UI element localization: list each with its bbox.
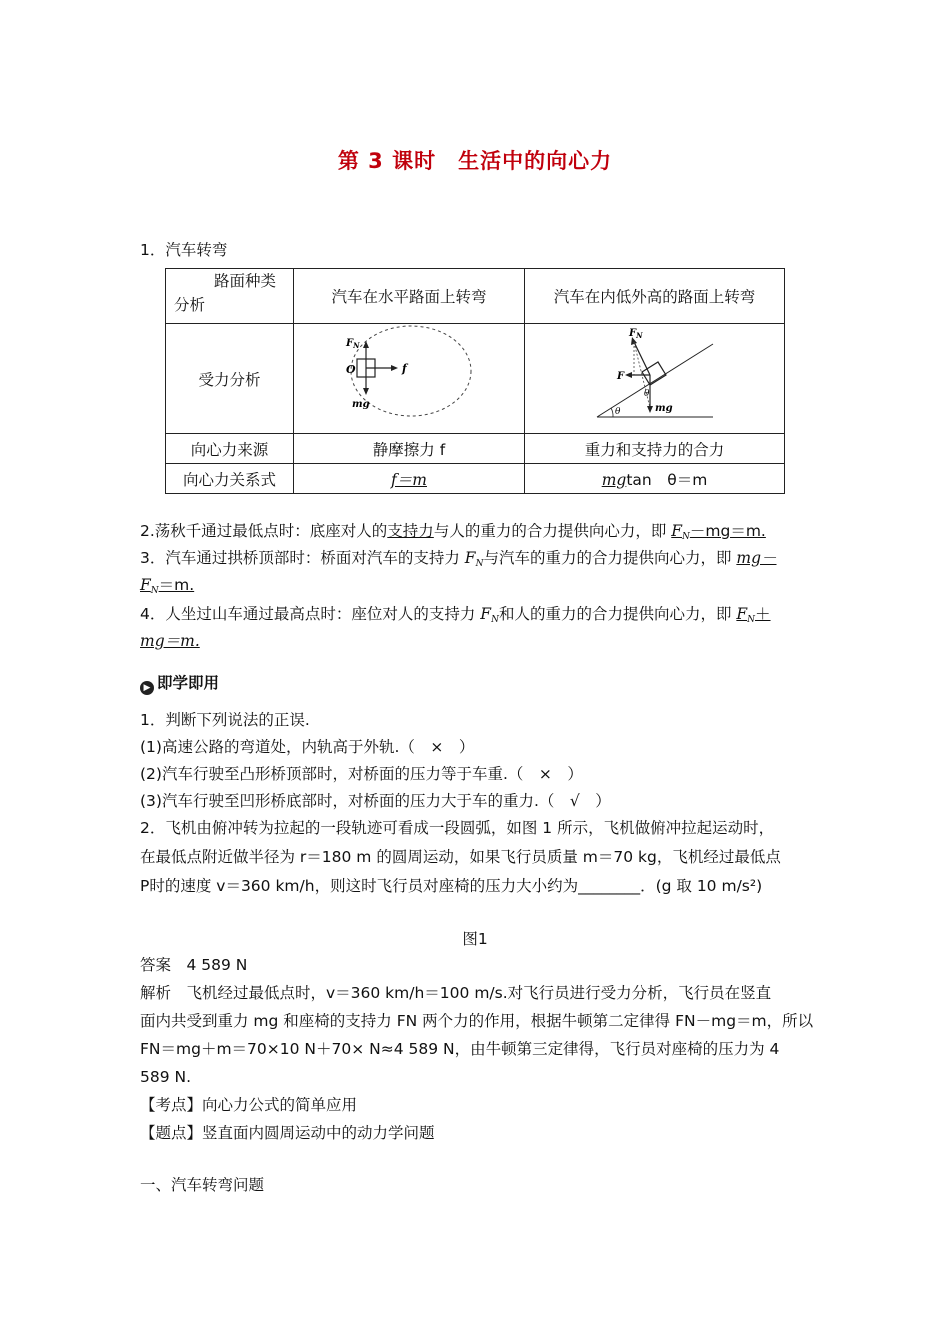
q2-line-3: P时的速度 v＝360 km/h，则这时飞行员对座椅的压力大小约为________．(g 取 10 m/s²)	[140, 877, 763, 895]
slope-angle-arc	[611, 408, 613, 417]
point-2	[140, 521, 766, 547]
answer: 答案 4 589 N	[140, 956, 248, 974]
point-3-line2	[140, 575, 194, 601]
row-label-relation: 向心力关系式	[166, 464, 294, 494]
net-force-label: F	[617, 371, 625, 382]
theta-label-inner: θ	[644, 389, 650, 399]
p4-formula-b: mg＝m.	[140, 632, 200, 650]
gravity-banked-head	[647, 406, 653, 413]
p3-fn2-sub: N	[150, 586, 159, 596]
kaodian: 【考点】向心力公式的简单应用	[140, 1096, 358, 1114]
friction-label: f	[402, 362, 407, 375]
analysis-line-1: 解析 飞机经过最低点时，v＝360 km/h＝100 m/s.对飞行员进行受力分析，飞行员在竖直	[140, 984, 772, 1002]
section-one-heading: 一、汽车转弯问题	[140, 1176, 265, 1194]
relation-banked-mg: mg	[601, 470, 627, 489]
p4-formula-a: ＋	[755, 605, 771, 623]
q1-statement-3: (3)汽车行驶至凹形桥底部时，对桥面的压力大于车的重力.（ √ ）	[140, 792, 611, 810]
flat-road-force-diagram	[294, 324, 524, 429]
fn-label-banked: F	[629, 328, 637, 339]
flat-road-diagram-cell	[294, 324, 525, 434]
p4-fn2: F	[736, 605, 748, 623]
figure-label: 图1	[462, 930, 488, 948]
p2-text-a: 2.荡秋千通过最低点时：底座对人的	[140, 522, 388, 540]
table-row-relation	[166, 464, 785, 494]
table-diagonal-header	[166, 269, 294, 324]
fn-sub-label: N	[353, 341, 360, 350]
p2-fn-sub: N	[682, 532, 690, 542]
row-label-source: 向心力来源	[166, 434, 294, 464]
row-label-force-analysis: 受力分析	[166, 324, 294, 434]
p3-text-a: 3．汽车通过拱桥顶部时：桥面对汽车的支持力	[140, 549, 465, 567]
center-o-label: O	[346, 363, 356, 376]
p4-fn-sub: N	[491, 615, 499, 625]
p2-text-b: 与人的重力的合力提供向心力，即	[433, 522, 672, 540]
p3-fn2: F	[140, 576, 151, 594]
banked-road-force-diagram	[525, 324, 784, 429]
svg-text:FN	[628, 328, 643, 340]
table-row-force	[166, 324, 785, 434]
friction-arrowhead	[391, 365, 398, 371]
p2-formula: －mg＝m.	[689, 522, 766, 540]
play-icon: ▶	[140, 681, 154, 695]
header-analysis: 分析	[174, 296, 206, 314]
q1-stem: 1．判断下列说法的正误.	[140, 711, 310, 729]
q1-statement-2: (2)汽车行驶至凸形桥顶部时，对桥面的压力等于车重.（ × ）	[140, 765, 583, 783]
p4-text-b: 和人的重力的合力提供向心力，即	[498, 605, 737, 623]
mg-label-banked: mg	[655, 403, 673, 414]
relation-flat-cell	[294, 464, 525, 494]
fn-label: F	[346, 338, 354, 349]
practice-heading-text: 即学即用	[157, 674, 220, 692]
p2-underlined: 支持力	[387, 522, 434, 540]
p4-fn2-sub: N	[747, 615, 756, 625]
analysis-line-4: 589 N.	[140, 1068, 192, 1086]
source-banked: 重力和支持力的合力	[525, 434, 785, 464]
section-heading-car-turning: 1．汽车转弯	[140, 241, 228, 259]
p2-fn: F	[671, 522, 683, 540]
p3-fn: F	[464, 549, 476, 567]
q1-statement-1: (1)高速公路的弯道处，内轨高于外轨.（ × ）	[140, 738, 475, 756]
p3-text-b: 与汽车的重力的合力提供向心力，即	[483, 549, 737, 567]
p3-fn-sub: N	[475, 559, 484, 569]
header-road-type: 路面种类	[214, 272, 277, 290]
point-3-line1	[140, 548, 777, 574]
svg-text:FN	[345, 338, 360, 350]
point-4-line2	[140, 631, 200, 651]
tidian: 【题点】竖直面内圆周运动中的动力学问题	[140, 1124, 435, 1142]
normal-force-arrowhead	[363, 341, 369, 348]
point-4-line1	[140, 604, 771, 630]
net-force-arrowhead	[625, 372, 632, 378]
header-banked-road: 汽车在内低外高的路面上转弯	[525, 269, 785, 324]
p4-fn: F	[480, 605, 492, 623]
gravity-arrowhead	[363, 388, 369, 395]
relation-flat: f＝m	[391, 470, 427, 489]
source-flat: 静摩擦力 f	[294, 434, 525, 464]
relation-banked-cell	[525, 464, 785, 494]
normal-force-banked	[634, 342, 650, 375]
table-header-row	[166, 269, 785, 324]
q2-line-2: 在最低点附近做半径为 r＝180 m 的圆周运动，如果飞行员质量 m＝70 kg，飞机经过最低点	[140, 848, 781, 866]
p4-text-a: 4．人坐过山车通过最高点时：座位对人的支持力	[140, 605, 481, 623]
relation-banked-rest: tan θ＝m	[626, 470, 708, 489]
banked-road-diagram-cell	[525, 324, 785, 434]
theta-label-slope: θ	[615, 407, 621, 417]
analysis-line-2: 面内共受到重力 mg 和座椅的支持力 FN 两个力的作用，根据牛顿第二定律得 FN－mg＝m，所以	[140, 1012, 814, 1030]
p3-formula-b: ＝m.	[158, 576, 195, 594]
fn-sub-label-banked: N	[636, 331, 643, 340]
p3-formula-a: mg－	[736, 549, 777, 567]
table-row-source	[166, 434, 785, 464]
page-title: 第 3 课时 生活中的向心力	[337, 149, 613, 173]
q2-line-1: 2．飞机由俯冲转为拉起的一段轨迹可看成一段圆弧，如图 1 所示，飞机做俯冲拉起运动时，	[140, 819, 775, 837]
practice-heading	[140, 673, 219, 695]
analysis-line-3: FN＝mg＋m＝70×10 N＋70× N≈4 589 N，由牛顿第三定律得，飞行员对座椅的压力为 4	[140, 1040, 780, 1058]
header-flat-road: 汽车在水平路面上转弯	[294, 269, 525, 324]
force-analysis-table	[165, 268, 785, 494]
mg-label-flat: mg	[352, 399, 370, 410]
